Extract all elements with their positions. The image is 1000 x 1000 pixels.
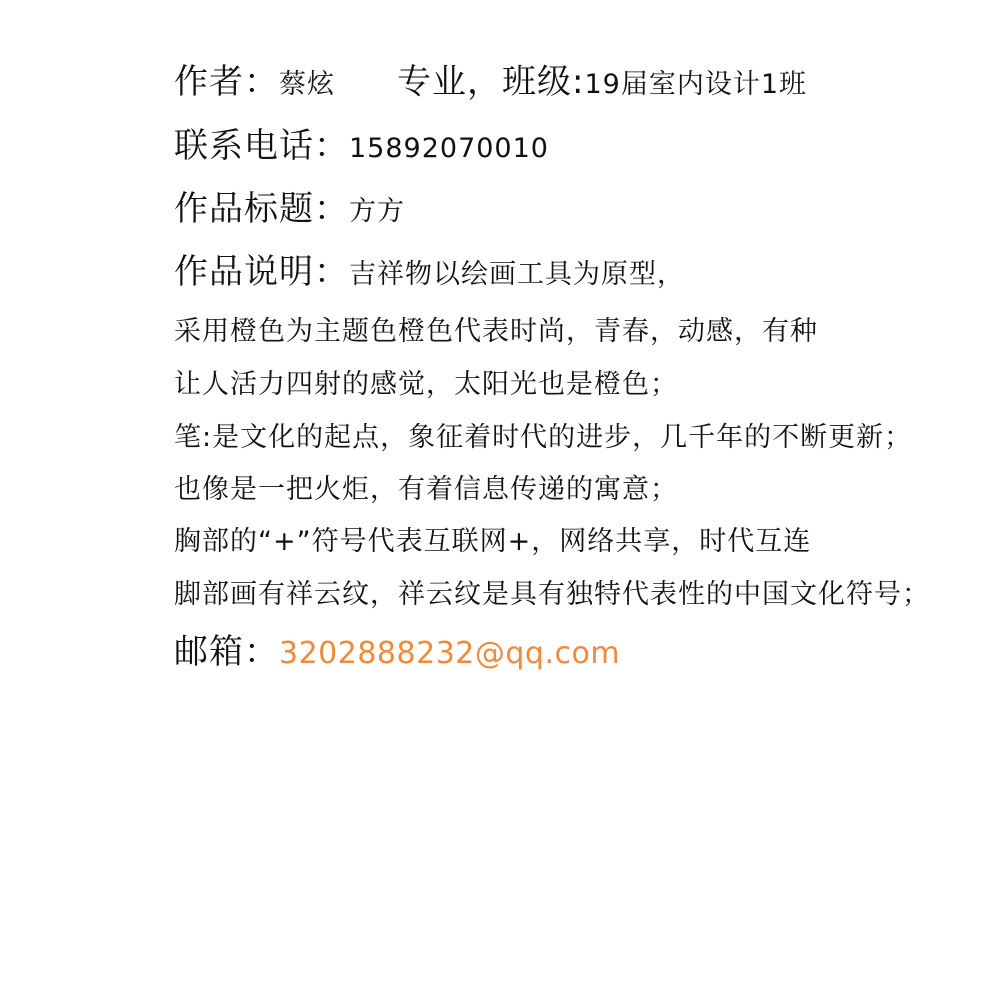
- email-row: [174, 624, 620, 673]
- description-row: [174, 244, 685, 293]
- author-row: [174, 54, 807, 103]
- description-line: 也像是一把火炬，有着信息传递的寓意；: [174, 474, 678, 505]
- description-label: 作品说明：: [174, 252, 349, 292]
- major-value: 19届室内设计1班: [584, 69, 808, 100]
- title-label: 作品标题：: [174, 189, 349, 229]
- author-label: 作者：: [174, 62, 279, 102]
- description-line: 让人活力四射的感觉，太阳光也是橙色；: [174, 369, 678, 400]
- description-line: 采用橙色为主题色橙色代表时尚，青春，动感，有种: [174, 316, 818, 347]
- title-value: 方方: [349, 196, 405, 227]
- description-line: 胸部的“+”符号代表互联网+，网络共享，时代互连: [174, 526, 812, 557]
- email-address: 3202888232@qq.com: [279, 636, 621, 671]
- description-line: 脚部画有祥云纹，祥云纹是具有独特代表性的中国文化符号；: [174, 579, 930, 610]
- description-line: 笔:是文化的起点，象征着时代的进步，几千年的不断更新；: [174, 422, 913, 453]
- email-label: 邮箱：: [174, 632, 279, 672]
- phone-label: 联系电话：: [174, 126, 349, 166]
- phone-value: 15892070010: [349, 133, 549, 164]
- major-label: 专业，班级:: [397, 62, 585, 102]
- phone-row: [174, 118, 549, 167]
- description-first-line: 吉祥物以绘画工具为原型，: [349, 259, 685, 290]
- title-row: [174, 181, 405, 230]
- author-name: 蔡炫: [279, 69, 335, 100]
